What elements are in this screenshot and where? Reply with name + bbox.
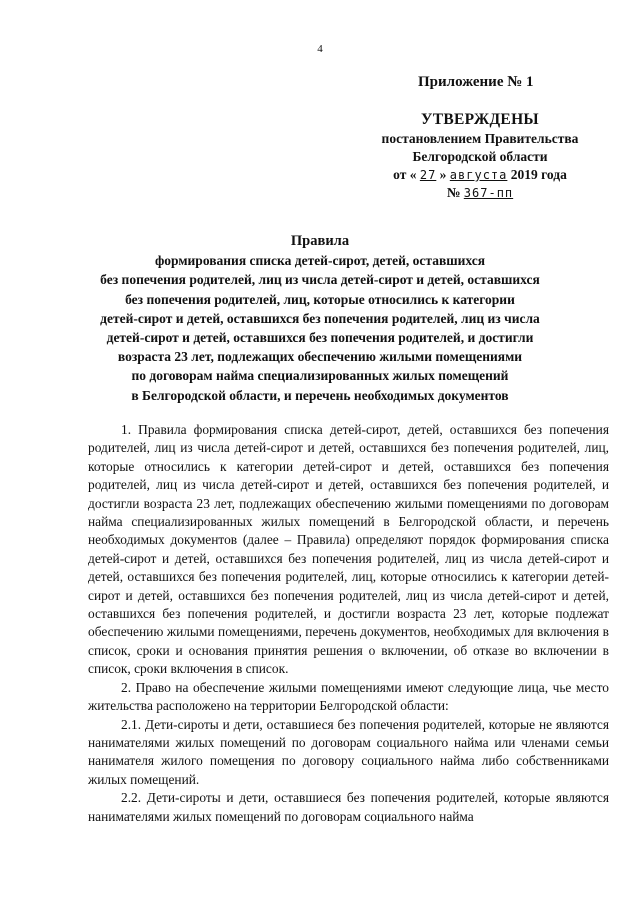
rules-subtitle-line: без попечения родителей, лиц из числа детей-сирот и детей, оставшихся <box>100 272 540 288</box>
rules-heading: Правила <box>290 233 350 249</box>
rules-subtitle-line: детей-сирот и детей, оставшихся без попечения родителей, и достигли <box>106 330 534 346</box>
approval-line-2: Белгородской области <box>412 149 548 164</box>
date-day: 27 <box>419 168 437 182</box>
rules-subtitle-line: по договорам найма специализированных жилых помещений <box>131 368 509 384</box>
date-prefix: от « <box>393 167 417 182</box>
paragraph-2-1: 2.1. Дети-сироты и дети, оставшиеся без попечения родителей, которые не являются нанимателями жилых помещений по договорам социального найма или членами семьи нанимателя жилого помещения по договору социального найма либо собственниками жилых помещений. <box>88 716 609 787</box>
approval-block <box>360 110 600 202</box>
date-year: 2019 года <box>510 167 567 182</box>
number-prefix: № <box>446 185 461 200</box>
paragraph-2-2: 2.2. Дети-сироты и дети, оставшиеся без попечения родителей, которые являются нанимателями жилых помещений по договорам социального найма <box>88 790 609 824</box>
date-mid: » <box>439 167 447 182</box>
number-value: 367-пп <box>463 186 514 200</box>
paragraph-1: 1. Правила формирования списка детей-сирот, детей, оставшихся без попечения родителей, лиц из числа детей-сирот и детей, оставшихся без попечения родителей, лиц, которые относились к категории детей-сирот и детей, оставшихся без попечения родителей, лиц из числа детей-сирот и детей, оставшихся без попечения родителей, и достигли возраста 23 лет, подлежащих обеспечению жилыми помещениями по договорам найма специализированных жилых помещений в Белгородской области, и перечень необходимых документов (далее – Правила) определяют порядок формирования списка детей-сирот и детей, оставшихся без попечения родителей, лиц из числа детей-сирот и детей, оставшихся без попечения родителей, лиц, которые относились к категории детей-сирот и детей, оставшихся без попечения родителей, лиц из числа детей-сирот и детей, оставшихся без попечения родителей, и достигли возраста 23 лет, которые подлежат обеспечению жилыми помещениями, перечень документов, необходимых для включения в список, сроки и основания принятия решения о включении, об отказе во включении в список, сроки включения в список. <box>88 422 609 677</box>
date-month: августа <box>449 168 508 182</box>
rules-subtitle-line: возраста 23 лет, подлежащих обеспечению жилыми помещениями <box>117 349 523 365</box>
approval-number <box>360 184 600 202</box>
paragraph-2: 2. Право на обеспечение жилыми помещениями имеют следующие лица, чье место жительства расположено на территории Белгородской области: <box>88 679 609 714</box>
rules-title-block <box>40 232 600 405</box>
appendix-label: Приложение № 1 <box>418 74 534 90</box>
rules-subtitle-line: детей-сирот и детей, оставшихся без попечения родителей, лиц из числа <box>100 310 540 326</box>
approval-date <box>360 166 600 184</box>
document-body <box>88 421 609 826</box>
page-number: 4 <box>317 43 323 55</box>
rules-subtitle-line: формирования списка детей-сирот, детей, оставшихся <box>154 253 486 269</box>
rules-subtitle-line: без попечения родителей, лиц, которые относились к категории <box>125 291 515 307</box>
approval-title: УТВЕРЖДЕНЫ <box>421 111 539 128</box>
rules-subtitle-line: в Белгородской области, и перечень необходимых документов <box>131 387 509 403</box>
approval-line-1: постановлением Правительства <box>381 131 579 146</box>
